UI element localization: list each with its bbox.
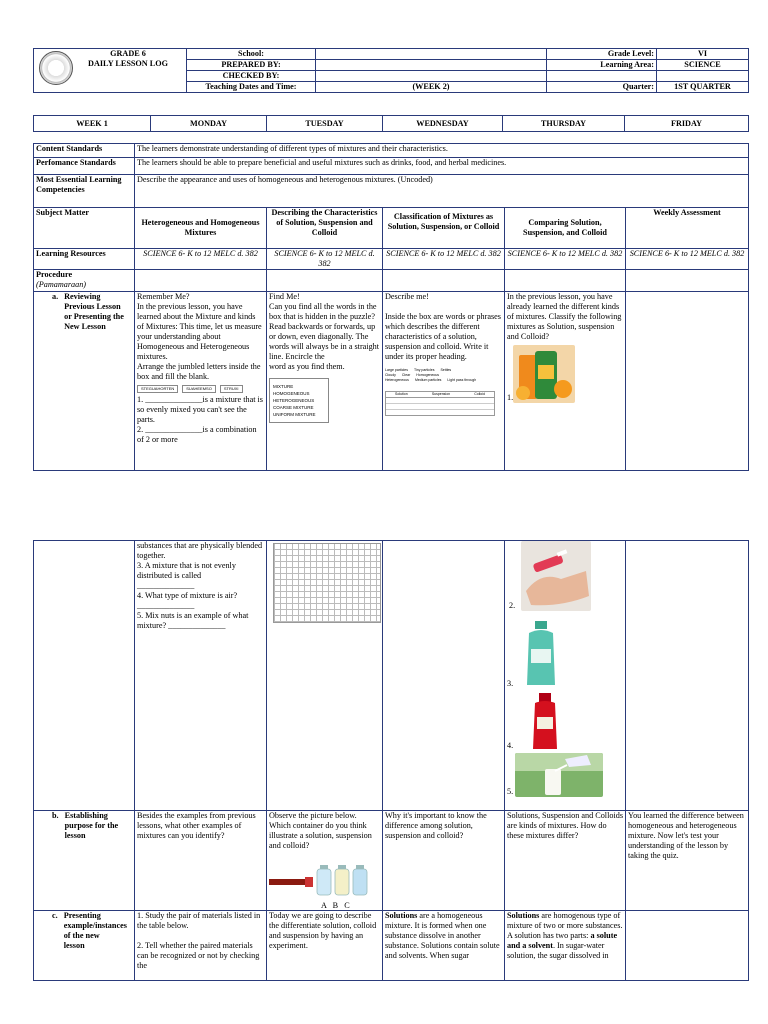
row-c-thursday bbox=[505, 911, 626, 981]
char-word: Heterogeneous bbox=[385, 378, 409, 382]
title-cell bbox=[34, 49, 187, 93]
melc-label: Most Essential Learning Competencies bbox=[34, 175, 135, 208]
resource-thursday: SCIENCE 6- K to 12 MELC d. 382 bbox=[505, 249, 626, 270]
abc-labels: A B C bbox=[321, 901, 350, 910]
char-word: Large particles bbox=[385, 368, 408, 372]
week-value: (WEEK 2) bbox=[316, 82, 547, 93]
mon-a-q1: 1. ______________is a mixture that is so evenly mixed you can't see the parts. bbox=[137, 395, 263, 424]
row-b-friday: You learned the difference between homogeneous and heterogeneous mixture. Now let's test your understanding of the lesson by taking the quiz. bbox=[626, 811, 749, 911]
classification-head: Solution bbox=[395, 392, 408, 396]
subject-matter-label: Subject Matter bbox=[34, 208, 135, 249]
classification-head: Colloid bbox=[474, 392, 485, 396]
row-b-letter: b. bbox=[52, 811, 59, 820]
school-value bbox=[316, 49, 547, 60]
row-a-friday bbox=[626, 292, 749, 471]
row-a-wednesday bbox=[383, 292, 505, 471]
subject-monday-text: Heterogeneous and Homogeneous Mixtures bbox=[141, 218, 260, 237]
tue-b-text: Observe the picture below. Which container do you think illustrate a solution, suspension and colloid? bbox=[269, 811, 372, 850]
row-a-cont-label bbox=[34, 541, 135, 811]
subject-thursday-text: Comparing Solution, Suspension, and Colloid bbox=[523, 218, 607, 237]
content-standards-label: Content Standards bbox=[34, 144, 135, 158]
prepared-value bbox=[316, 60, 547, 71]
mon-c-step2: 2. Tell whether the paired materials can be recognized or not by checking the bbox=[137, 941, 260, 970]
thu-c-text-1: are homogenous type of mixture of two or more substances. A solution has two parts: bbox=[507, 911, 623, 940]
resource-tuesday: SCIENCE 6- K to 12 MELC d. 382 bbox=[267, 249, 383, 270]
word-item: COARSE MIXTURE bbox=[273, 405, 314, 410]
row-c-friday bbox=[626, 911, 749, 981]
characteristics-word-box bbox=[385, 368, 502, 383]
row-a-cont-wednesday bbox=[383, 541, 505, 811]
procedure-label-cell bbox=[34, 270, 135, 292]
row-b-wednesday: Why it's important to know the difference among solution, suspension and colloid? bbox=[383, 811, 505, 911]
row-a-cont-monday bbox=[135, 541, 267, 811]
row-a-monday bbox=[135, 292, 267, 471]
mon-a-intro: In the previous lesson, you have learned about the Mixture and kinds of Mixtures: This time, let us measure your understanding about Homogeneous and Heterogeneous mixtures. bbox=[137, 302, 262, 361]
checked-value bbox=[316, 71, 547, 82]
grade-level-label: Grade Level: bbox=[547, 49, 657, 60]
thu-a-text: In the previous lesson, you have already learned the different kinds of mixtures. Classify the following mixtures as Solution, suspension and Colloid? bbox=[507, 292, 622, 341]
word-item: UNIFORM MIXTURE bbox=[273, 412, 316, 417]
mon-a-title: Remember Me? bbox=[137, 292, 190, 301]
learning-area-value: SCIENCE bbox=[657, 60, 749, 71]
procedure-label: Procedure bbox=[36, 270, 73, 279]
resource-friday: SCIENCE 6- K to 12 MELC d. 382 bbox=[626, 249, 749, 270]
char-word: Cloudy bbox=[385, 373, 396, 377]
lotion-hands-image bbox=[521, 541, 591, 611]
row-c-tuesday: Today we are going to describe the differentiate solution, colloid and suspension by having an experiment. bbox=[267, 911, 383, 981]
mon-c-step1: 1. Study the pair of materials listed in the table below. bbox=[137, 911, 261, 930]
resource-monday: SCIENCE 6- K to 12 MELC d. 382 bbox=[135, 249, 267, 270]
resource-wednesday: SCIENCE 6- K to 12 MELC d. 382 bbox=[383, 249, 505, 270]
mon-a-q2: 2. ______________is a combination of 2 or more bbox=[137, 425, 257, 444]
word-search-puzzle bbox=[273, 543, 381, 623]
row-a-cont-tuesday bbox=[267, 541, 383, 811]
juice-drink-image bbox=[513, 345, 575, 403]
milk-pouring-image bbox=[515, 753, 603, 797]
day-week: WEEK 1 bbox=[34, 116, 151, 132]
learning-area-label: Learning Area: bbox=[547, 60, 657, 71]
mon-a-q2-cont: substances that are physically blended together. bbox=[137, 541, 263, 560]
mon-a-q3: 3. A mixture that is not evenly distributed is called bbox=[137, 561, 236, 580]
mon-a-instruction: Arrange the jumbled letters inside the box and fill the blank. bbox=[137, 362, 261, 381]
lesson-table bbox=[33, 143, 749, 471]
wed-a-instruction: Inside the box are words or phrases which describes the different characteristics of a solution, suspension and colloid. Write it under its proper heading. bbox=[385, 312, 501, 361]
subject-tuesday: Describing the Characteristics of Solution, Suspension and Colloid bbox=[267, 208, 383, 249]
subject-thursday bbox=[505, 208, 626, 249]
melc-text: Describe the appearance and uses of homogeneous and heterogenous mixtures. (Uncoded) bbox=[135, 175, 749, 208]
learning-resources-label: Learning Resources bbox=[34, 249, 135, 270]
jumbled-word-3: STRUXI bbox=[220, 385, 243, 393]
classification-head: Suspension bbox=[431, 392, 451, 396]
day-monday: MONDAY bbox=[151, 116, 267, 132]
word-list-box bbox=[269, 378, 329, 423]
containers-abc-image bbox=[269, 857, 373, 901]
row-c-wednesday bbox=[383, 911, 505, 981]
school-label: School: bbox=[187, 49, 316, 60]
thu-c-bold-2: a solute and a solvent bbox=[507, 931, 618, 950]
row-c-label: Presenting example/instances of the new lesson bbox=[63, 911, 127, 950]
tue-a-instruction: Can you find all the words in the box that is hidden in the puzzle? Read backwards or forwards, up or down, even diagonally. The words will always be in a straight line. Encircle the bbox=[269, 302, 380, 361]
performance-standards-label: Perfomance Standards bbox=[34, 158, 135, 175]
mouthwash-bottle-image bbox=[521, 619, 561, 689]
mon-a-q3-blank: ______________ bbox=[137, 581, 195, 590]
thu-item-4-number: 4. bbox=[507, 741, 514, 750]
row-a-letter: a. bbox=[52, 292, 59, 301]
header-table bbox=[33, 48, 749, 93]
row-b-tuesday bbox=[267, 811, 383, 911]
row-a-cont-friday bbox=[626, 541, 749, 811]
tue-a-instruction-2: word as you find them. bbox=[269, 362, 345, 371]
subject-wednesday: Classification of Mixtures as Solution, Suspension, or Colloid bbox=[383, 208, 505, 249]
char-word: Settles bbox=[440, 368, 452, 372]
checked-label: CHECKED BY: bbox=[187, 71, 316, 82]
classification-table bbox=[385, 391, 495, 416]
row-c-monday bbox=[135, 911, 267, 981]
row-a-cont-thursday bbox=[505, 541, 626, 811]
word-item: MIXTURE bbox=[273, 384, 294, 389]
thu-c-bold: Solutions bbox=[507, 911, 540, 920]
ketchup-bottle-image bbox=[525, 693, 565, 751]
wed-c-text: are a homogeneous mixture. It is formed when one substance dissolve in another substance. Solutions contain solute and solvents. When sugar bbox=[385, 911, 500, 960]
day-friday: FRIDAY bbox=[625, 116, 749, 132]
thu-item-2-number: 2. bbox=[509, 601, 516, 610]
row-b-label: Establishing purpose for the lesson bbox=[64, 811, 119, 840]
day-wednesday: WEDNESDAY bbox=[383, 116, 503, 132]
char-word: Medium particles bbox=[414, 378, 442, 382]
word-item: HETEROGENEOUS bbox=[273, 398, 315, 403]
char-word: Homogeneous bbox=[416, 373, 440, 377]
wed-c-bold: Solutions bbox=[385, 911, 418, 920]
day-thursday: THURSDAY bbox=[503, 116, 625, 132]
row-c-letter: c. bbox=[52, 911, 58, 920]
day-tuesday: TUESDAY bbox=[267, 116, 383, 132]
thu-c-text-2: . In sugar-water solution, the sugar dissolved in bbox=[507, 941, 609, 960]
days-table bbox=[33, 115, 749, 132]
quarter-label: Quarter: bbox=[547, 82, 657, 93]
performance-standards-text: The learners should be able to prepare beneficial and useful mixtures such as drinks, food, and herbal medicines. bbox=[135, 158, 749, 175]
log-title: DAILY LESSON LOG bbox=[88, 59, 168, 68]
row-c-label-cell bbox=[34, 911, 135, 981]
row-a-label-cell bbox=[34, 292, 135, 471]
mon-a-q4: 4. What type of mixture is air? ______________ bbox=[137, 591, 238, 610]
school-title: GRADE 6 bbox=[110, 49, 146, 58]
row-b-label-cell bbox=[34, 811, 135, 911]
grade-level-value: VI bbox=[657, 49, 749, 60]
subject-friday: Weekly Assessment bbox=[626, 208, 749, 249]
row-a-tuesday bbox=[267, 292, 383, 471]
row-a-thursday bbox=[505, 292, 626, 471]
row-a-label: Reviewing Previous Lesson or Presenting the New Lesson bbox=[64, 292, 124, 331]
subject-monday bbox=[135, 208, 267, 249]
wed-a-title: Describe me! bbox=[385, 292, 429, 301]
jumbled-word-1: STEGUAHORTEN bbox=[137, 385, 178, 393]
char-word: Tiny particles bbox=[413, 368, 435, 372]
dates-label: Teaching Dates and Time: bbox=[187, 82, 316, 93]
word-item: HOMOGENEOUS bbox=[273, 391, 310, 396]
content-standards-text: The learners demonstrate understanding of different types of mixtures and their characteristics. bbox=[135, 144, 749, 158]
quarter-value: 1ST QUARTER bbox=[657, 82, 749, 93]
mon-a-q5: 5. Mix nuts is an example of what mixture? ______________ bbox=[137, 611, 249, 630]
tue-a-title: Find Me! bbox=[269, 292, 300, 301]
prepared-label: PREPARED BY: bbox=[187, 60, 316, 71]
lesson-table-continued bbox=[33, 540, 749, 981]
row-b-thursday: Solutions, Suspension and Colloids are kinds of mixtures. How do these mixtures differ? bbox=[505, 811, 626, 911]
char-word: Clear bbox=[401, 373, 411, 377]
procedure-sub: (Pamamaraan) bbox=[36, 280, 87, 289]
char-word: Light pass through bbox=[447, 378, 477, 382]
thu-item-3-number: 3. bbox=[507, 679, 514, 688]
row-b-monday: Besides the examples from previous lessons, what other examples of mixtures can you identify? bbox=[135, 811, 267, 911]
thu-item-5-number: 5. bbox=[507, 787, 514, 796]
thu-item-1-number: 1. bbox=[507, 393, 514, 402]
jumbled-word-2: SUAHEEMSO bbox=[182, 385, 216, 393]
